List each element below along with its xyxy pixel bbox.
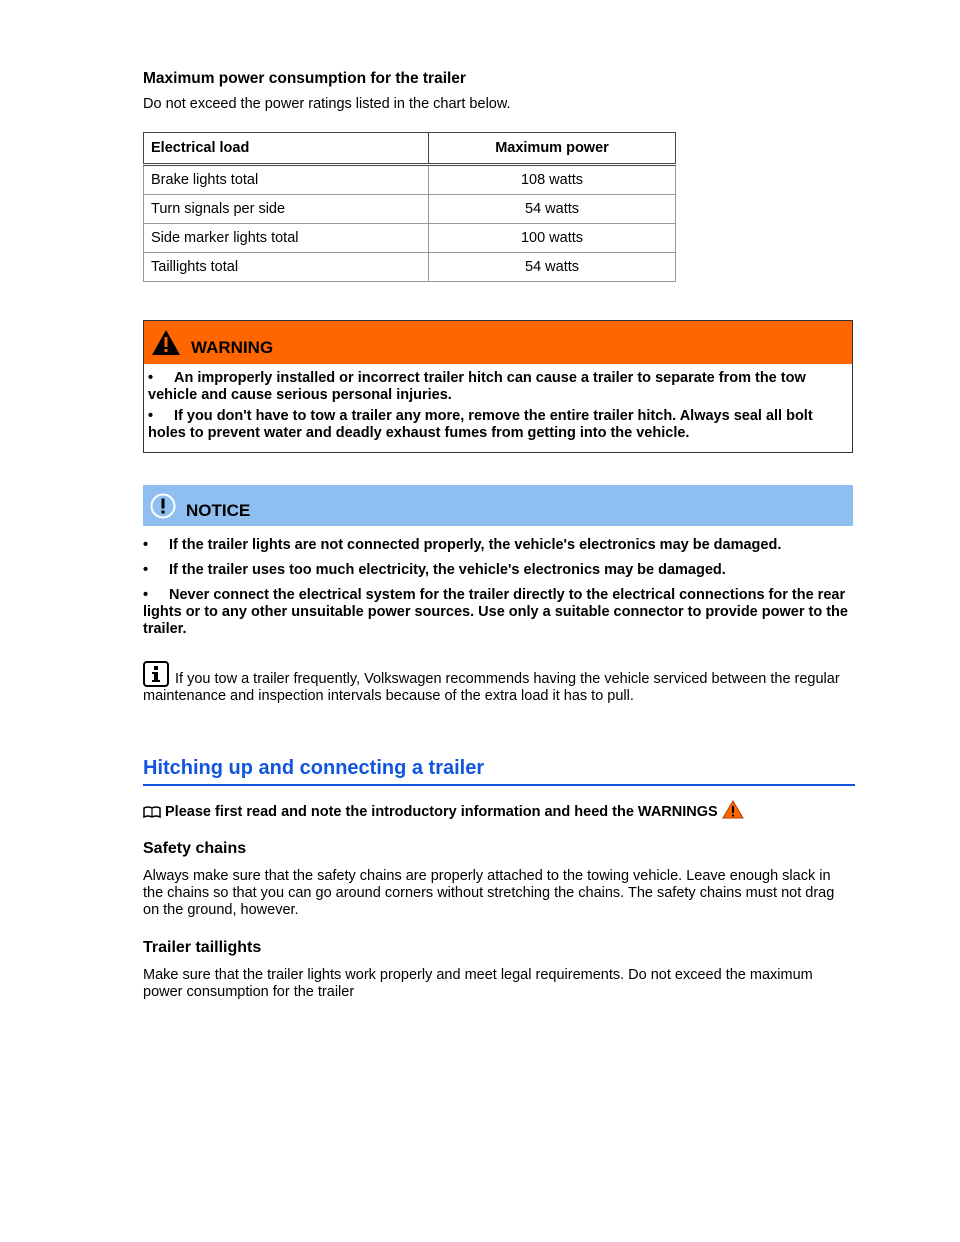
list-item [143, 562, 853, 579]
cell-load: Taillights total [144, 253, 429, 282]
notice-item-text: If the trailer lights are not connected properly, the vehicle's electronics may be damaged. [169, 537, 782, 553]
table-row [144, 195, 676, 224]
trailer-taillights-heading: Trailer taillights [143, 939, 262, 956]
warning-box [143, 320, 853, 453]
bullet-icon: • [143, 537, 149, 553]
column-header-power: Maximum power [429, 133, 676, 165]
info-icon [143, 661, 169, 687]
list-item [148, 408, 848, 442]
bullet-icon: • [148, 408, 154, 424]
warning-triangle-icon [151, 329, 181, 356]
warning-triangle-icon [722, 800, 744, 819]
bullet-icon: • [143, 587, 149, 603]
list-item [143, 537, 853, 554]
notice-body [143, 526, 853, 638]
warning-header [144, 321, 852, 364]
cell-load: Side marker lights total [144, 224, 429, 253]
table-header-row [144, 133, 676, 165]
read-first-text: Please first read and note the introductory information and heed the WARNINGS [165, 804, 718, 820]
cell-power: 108 watts [429, 165, 676, 195]
notice-title: NOTICE [186, 501, 251, 520]
cell-power: 54 watts [429, 253, 676, 282]
power-section-title: Maximum power consumption for the trailer [143, 70, 466, 87]
power-section-intro: Do not exceed the power ratings listed in the chart below. [143, 96, 511, 112]
power-table [143, 132, 676, 282]
list-item [148, 370, 848, 404]
warning-item-text: If you don't have to tow a trailer any more, remove the entire trailer hitch. Always seal all bolt holes to prevent water and deadly exhaust fumes from getting into the vehicle. [148, 408, 813, 441]
warning-item-text: An improperly installed or incorrect trailer hitch can cause a trailer to separate from the tow vehicle and cause serious personal injuries. [148, 370, 806, 403]
notice-header [143, 485, 853, 526]
hitching-heading: Hitching up and connecting a trailer [143, 757, 855, 786]
cell-power: 100 watts [429, 224, 676, 253]
cell-load: Turn signals per side [144, 195, 429, 224]
notice-item-text: Never connect the electrical system for the trailer directly to the electrical connections for the rear lights or to any other unsuitable power sources. Use only a suitable connector to provide power to the trailer. [143, 587, 848, 637]
notice-item-text: If the trailer uses too much electricity, the vehicle's electronics may be damaged. [169, 562, 726, 578]
book-icon [143, 806, 161, 818]
safety-chains-text: Always make sure that the safety chains are properly attached to the towing vehicle. Leave enough slack in the chains so that you can go around corners without stretching the chains. The safety chains must not drag on the ground, however. [143, 868, 835, 918]
table-row [144, 165, 676, 195]
cell-power: 54 watts [429, 195, 676, 224]
safety-chains-heading: Safety chains [143, 840, 247, 857]
bullet-icon: • [148, 370, 154, 386]
table-row [144, 253, 676, 282]
warning-body [144, 364, 852, 452]
read-first-note [143, 800, 853, 820]
column-header-load: Electrical load [144, 133, 429, 165]
warning-title: WARNING [191, 338, 274, 357]
manual-page [143, 70, 853, 1001]
info-note [143, 661, 853, 705]
exclamation-circle-icon [149, 492, 177, 520]
cell-load: Brake lights total [144, 165, 429, 195]
table-row [144, 224, 676, 253]
notice-box [143, 485, 853, 638]
list-item [143, 587, 853, 638]
bullet-icon: • [143, 562, 149, 578]
trailer-taillights-text: Make sure that the trailer lights work properly and meet legal requirements. Do not exceed the maximum power consumption for the trailer [143, 967, 813, 1000]
info-note-text: If you tow a trailer frequently, Volkswagen recommends having the vehicle serviced between the regular maintenance and inspection intervals because of the extra load it has to pull. [143, 671, 840, 704]
